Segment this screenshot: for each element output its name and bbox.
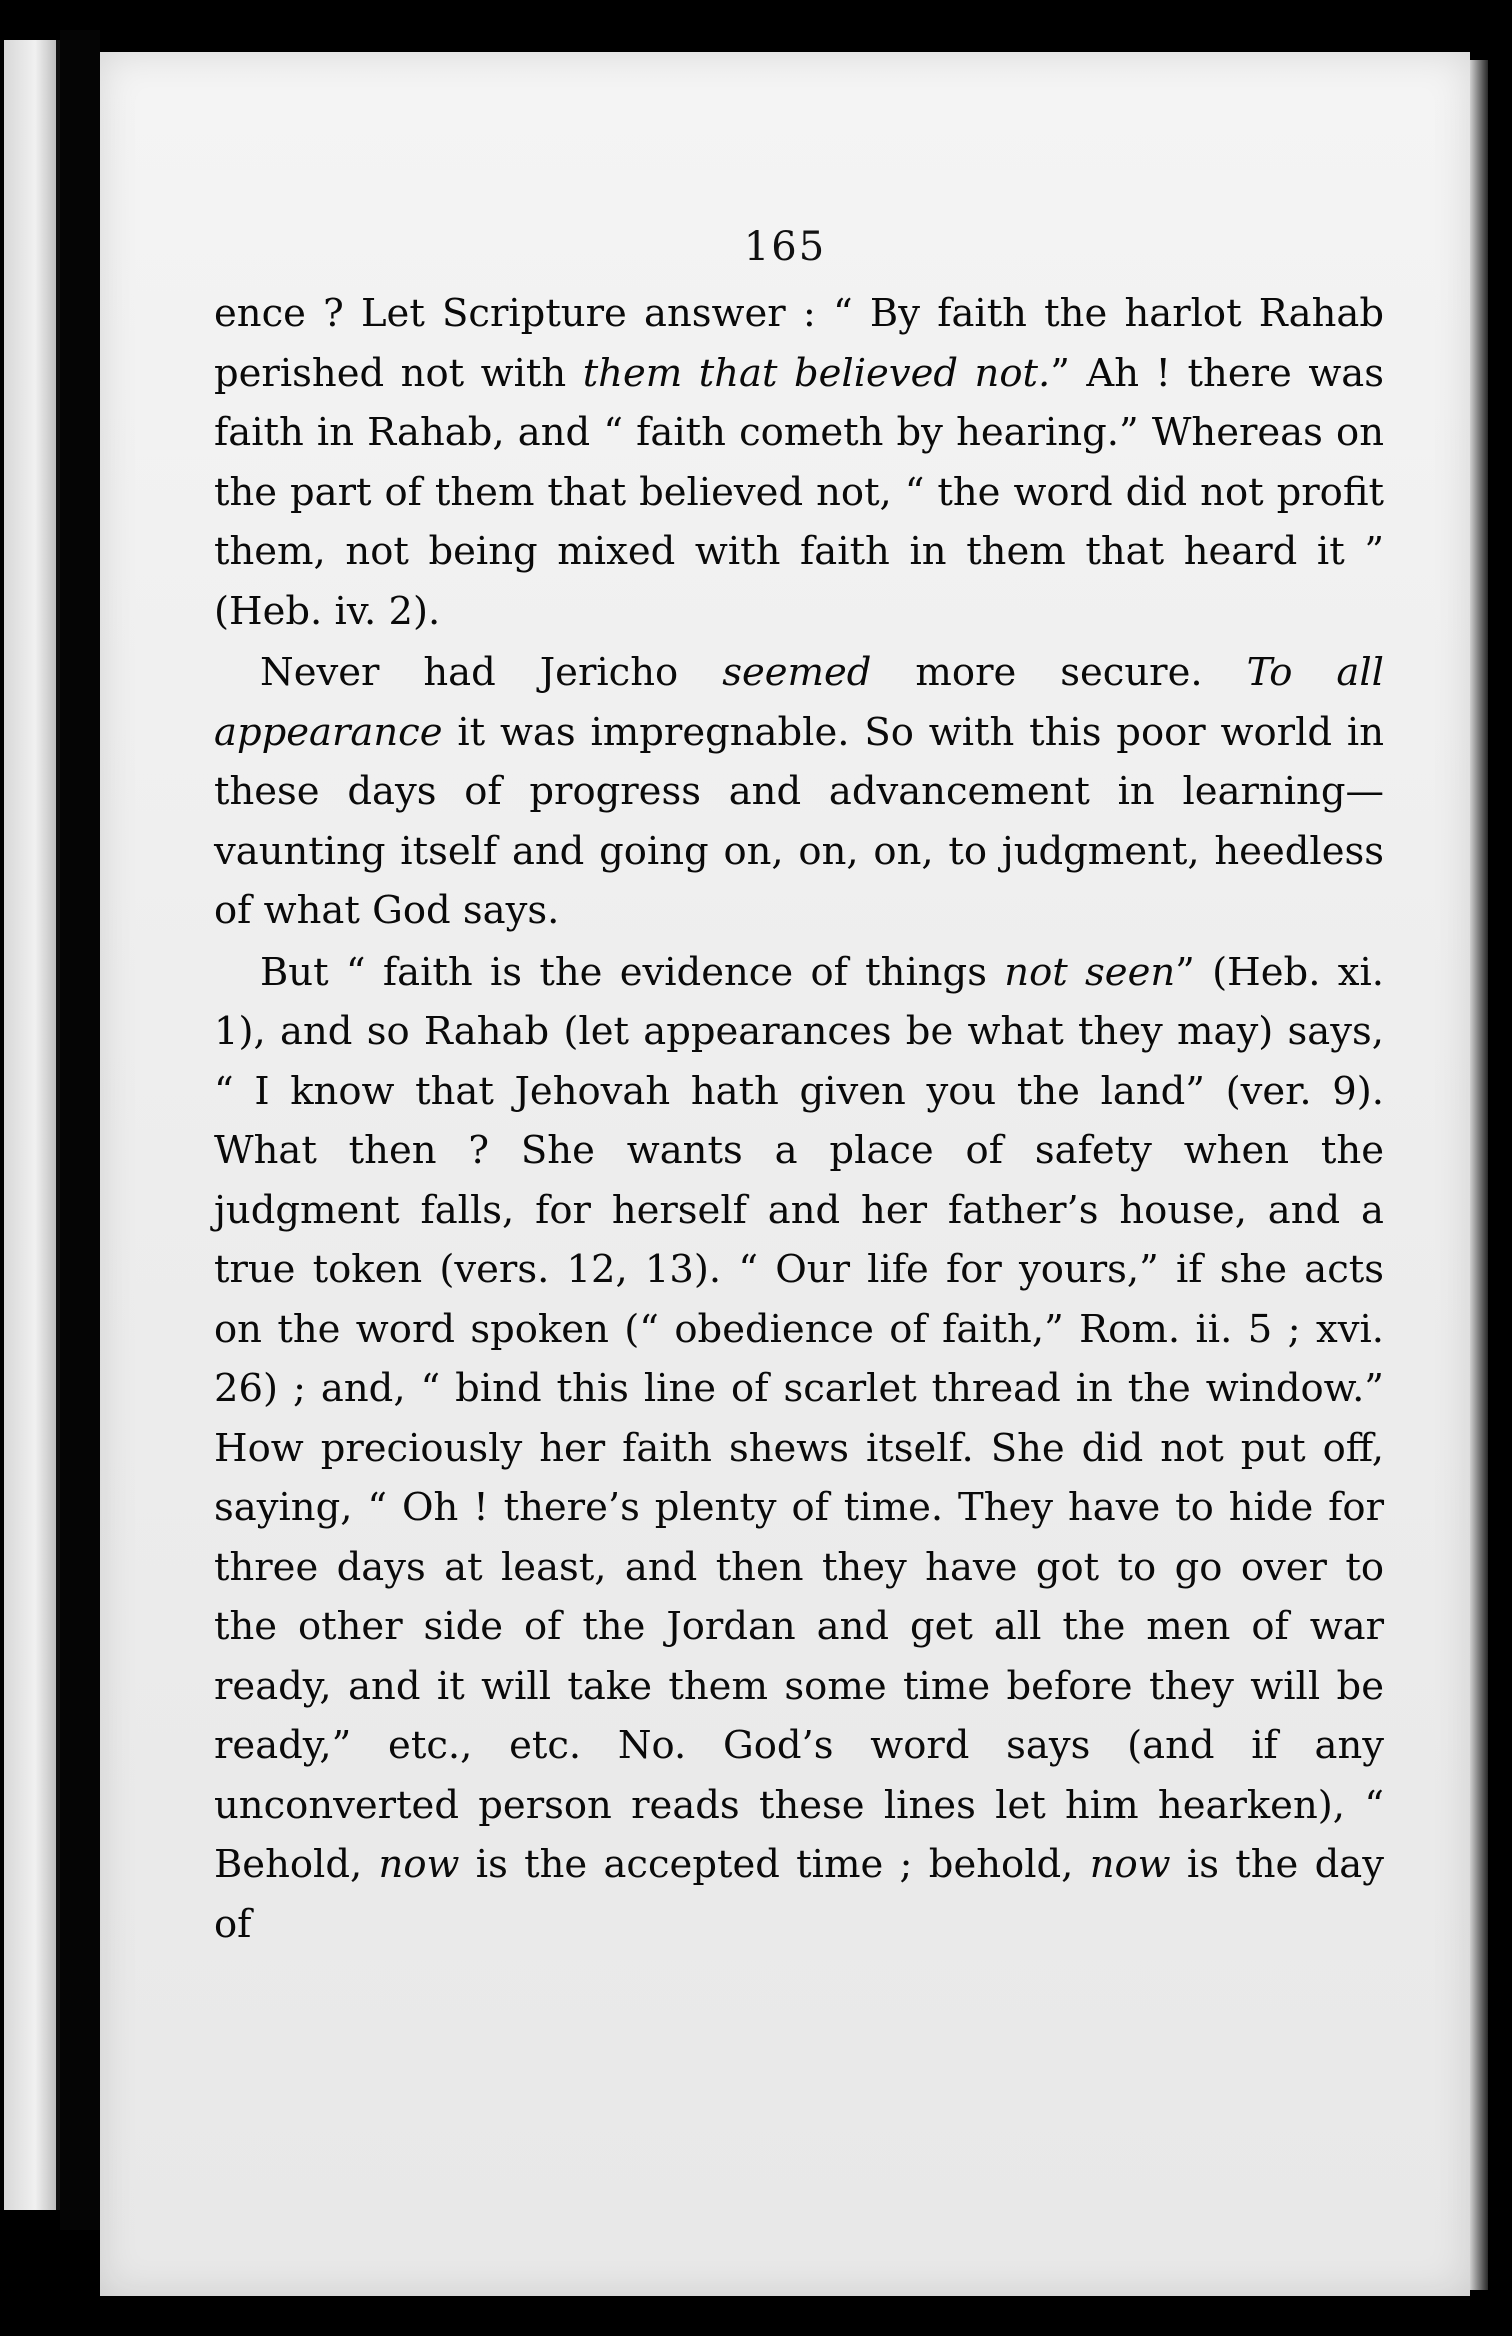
text-segment: more secure.	[871, 650, 1247, 695]
italic-segment: now	[378, 1842, 460, 1887]
page-number: 165	[743, 224, 827, 270]
italic-segment: now	[1089, 1842, 1171, 1887]
italic-segment: To all appearance	[214, 650, 1384, 755]
text-segment: is the day of	[214, 1842, 1384, 1947]
book-page	[100, 52, 1470, 2296]
paragraph-2	[214, 643, 1384, 941]
text-segment: ” Ah ! there was faith in Rahab, and “ faith cometh by hearing.” Whereas on the part of them that believed not, “ the word did not profit them, not being mixed with faith in them that heard it ” (Heb. iv. 2).	[214, 350, 1384, 634]
text-segment: But “ faith is the evidence of things	[260, 949, 1005, 995]
right-page-edge	[1470, 60, 1488, 2290]
body-text	[214, 284, 1384, 1954]
text-segment: is the accepted time ; behold,	[459, 1842, 1090, 1887]
text-segment: it was impregnable. So with this poor world in these days of progress and advancement in learning—vaunting itself and going on, on, on, to judgment, heedless of what God says.	[214, 709, 1384, 933]
italic-segment: them that believed not.	[582, 350, 1051, 396]
text-segment: Never had Jericho	[260, 650, 723, 695]
paragraph-3	[214, 943, 1384, 1955]
italic-segment: seemed	[722, 650, 872, 695]
book-gutter	[60, 30, 100, 2230]
text-segment: ence ? Let Scripture answer : “ By faith the harlot Rahab perished not with	[214, 291, 1384, 396]
paragraph-1	[214, 284, 1384, 641]
adjacent-page-edge	[4, 40, 60, 2210]
italic-segment: not seen	[1004, 949, 1176, 995]
text-segment: ” (Heb. xi. 1), and so Rahab (let appearances be what they may) says, “ I know that Jehovah hath given you the land” (ver. 9). What then ? She wants a place of safety when the judgment falls, for herself and her father’s house, and a true token (vers. 12, 13). “ Our life for yours,” if she acts on the word spoken (“ obedience of faith,” Rom. ii. 5 ; xvi. 26) ; and, “ bind this line of scarlet thread in the window.” How preciously her faith shews itself. She did not put off, saying, “ Oh ! there’s plenty of time. They have to hide for three days at least, and then they have got to go over to the other side of the Jordan and get all the men of war ready, and it will take them some time before they will be ready,” etc., etc. No. God’s word says (and if any unconverted person reads these lines let him hearken), “ Behold,	[214, 949, 1385, 1887]
